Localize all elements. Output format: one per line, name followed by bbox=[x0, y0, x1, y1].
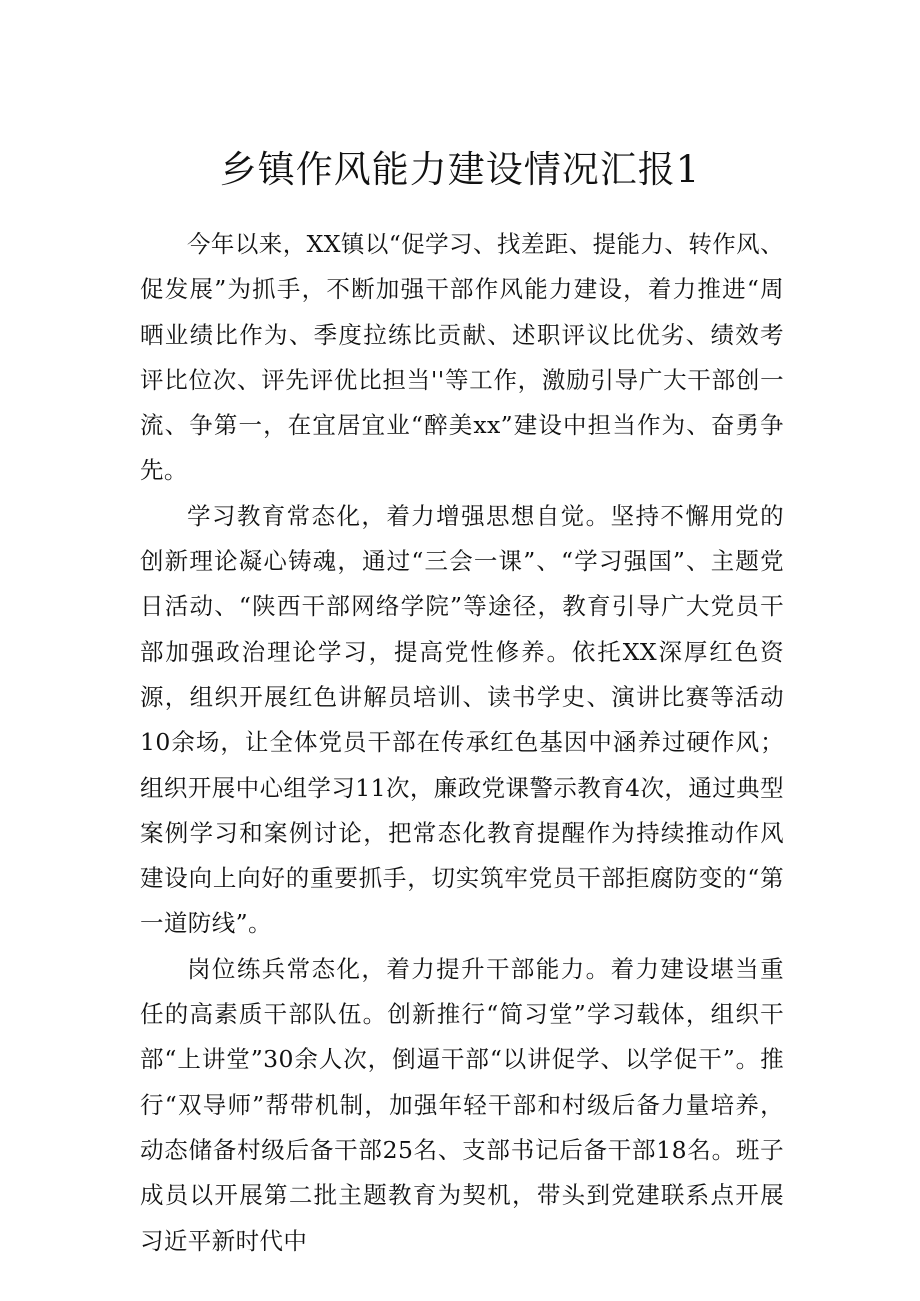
document-title: 乡镇作风能力建设情况汇报1 bbox=[219, 148, 701, 191]
paragraph-study-education: 学习教育常态化，着力增强思想自觉。坚持不懈用党的创新理论凝心铸魂，通过“三会一课”、“学习强国”、主题党日活动、“陕西干部网络学院”等途径，教育引导广大党员干部加强政治理论学习，提高党性修养。依托XX深厚红色资源，组织开展红色讲解员培训、读书学史、演讲比赛等活动10余场，让全体党员干部在传承红色基因中涵养过硬作风；组织开展中心组学习11次，廉政党课警示教育4次，通过典型案例学习和案例讨论，把常态化教育提醒作为持续推动作风建设向上向好的重要抓手，切实筑牢党员干部拒腐防变的“第一道防线”。 bbox=[140, 501, 784, 938]
document-body bbox=[140, 222, 784, 1264]
paragraph-intro: 今年以来，XX镇以“促学习、找差距、提能力、转作风、促发展”为抓手，不断加强干部作风能力建设，着力推进“周晒业绩比作为、季度拉练比贡献、述职评议比优劣、绩效考评比位次、评先评优比担当''等工作，激励引导广大干部创一流、争第一，在宜居宜业“醉美xx”建设中担当作为、奋勇争先。 bbox=[140, 230, 784, 485]
paragraph-job-training: 岗位练兵常态化，着力提升干部能力。着力建设堪当重任的高素质干部队伍。创新推行“简习堂”学习载体，组织干部“上讲堂”30余人次，倒逼干部“以讲促学、以学促干”。推行“双导师”帮带机制，加强年轻干部和村级后备力量培养，动态储备村级后备干部25名、支部书记后备干部18名。班子成员以开展第二批主题教育为契机，带头到党建联系点开展习近平新时代中 bbox=[140, 954, 784, 1255]
